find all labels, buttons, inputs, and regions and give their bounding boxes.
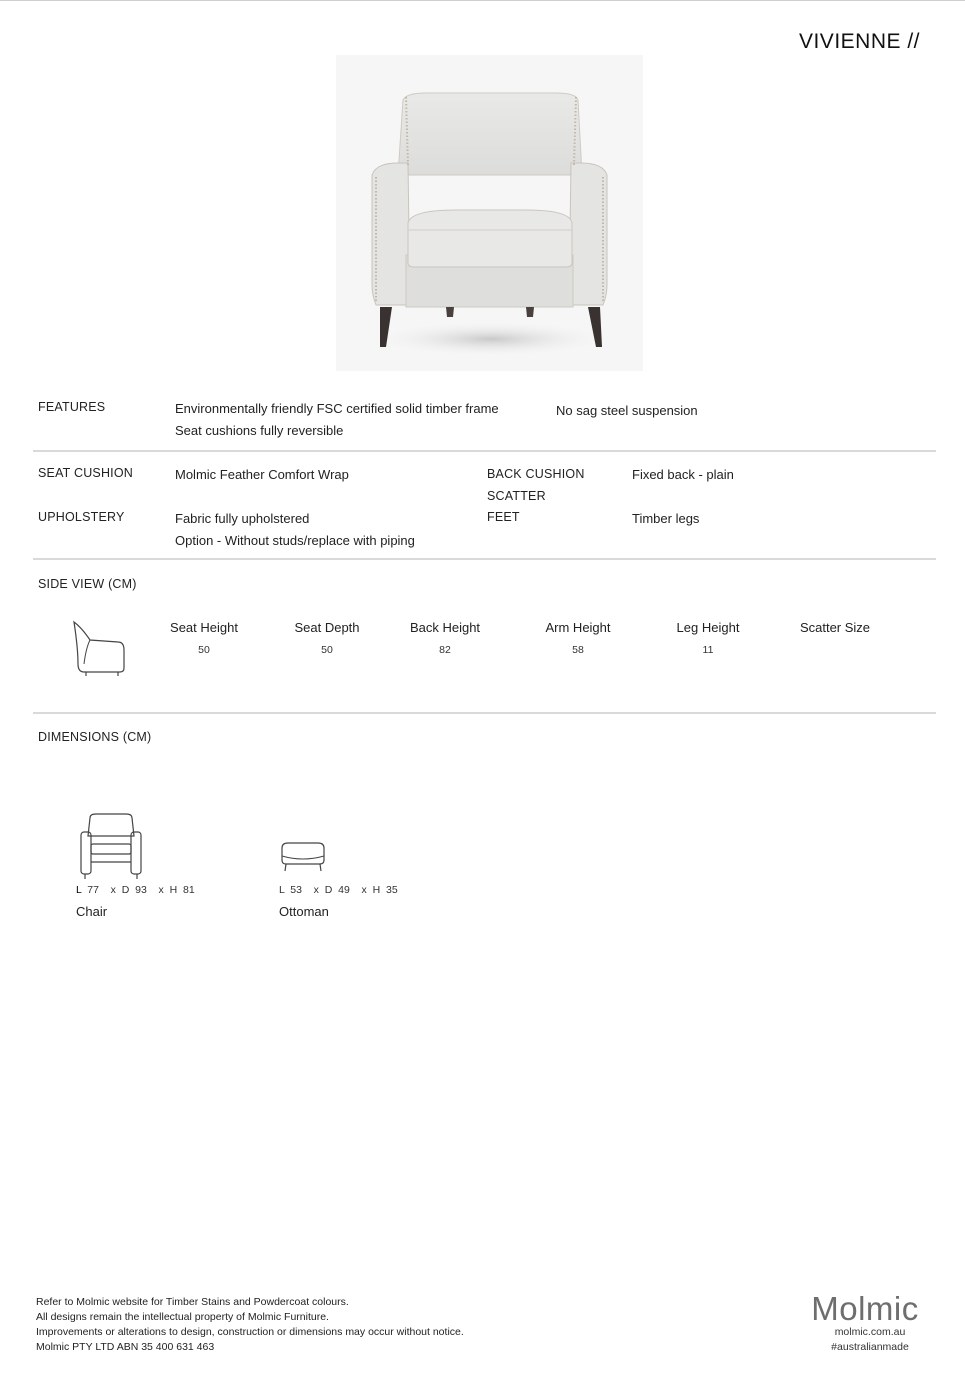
side-view-heading: Arm Height: [545, 620, 611, 635]
side-view-chair-icon: [70, 618, 130, 678]
footer-note: Refer to Molmic website for Timber Stains and Powdercoat colours.: [36, 1296, 349, 1308]
upholstery-value: Fabric fully upholstered: [175, 511, 310, 526]
seat-cushion-value: Molmic Feather Comfort Wrap: [175, 467, 349, 482]
side-view-heading: Leg Height: [676, 620, 740, 635]
ottoman-height: 35: [386, 884, 398, 896]
scatter-label: SCATTER: [487, 489, 546, 503]
ottoman-icon: [278, 840, 328, 874]
divider: [33, 558, 936, 560]
ottoman-dimensions: L 53 x D 49 x H 35: [279, 884, 398, 896]
features-label: FEATURES: [38, 400, 106, 414]
molmic-logo: Molmic: [811, 1290, 919, 1327]
chair-depth: 93: [135, 884, 147, 896]
side-view-heading: Scatter Size: [799, 620, 871, 635]
chair-front-icon: [78, 812, 144, 880]
feature-item: Seat cushions fully reversible: [175, 423, 344, 438]
side-view-value: 50: [198, 644, 210, 656]
feet-value: Timber legs: [632, 511, 700, 526]
dimensions-label: DIMENSIONS (CM): [38, 730, 152, 744]
feature-item: No sag steel suspension: [556, 403, 698, 418]
website-link[interactable]: molmic.com.au: [834, 1326, 906, 1338]
feature-item: Environmentally friendly FSC certified solid timber frame: [175, 401, 499, 416]
chair-name: Chair: [76, 904, 108, 919]
back-cushion-label: BACK CUSHION: [487, 467, 585, 481]
footer-note: All designs remain the intellectual property of Molmic Furniture.: [36, 1311, 329, 1323]
chair-length: 77: [87, 884, 99, 896]
product-title: VIVIENNE //: [798, 30, 920, 53]
upholstery-label: UPHOLSTERY: [38, 510, 125, 524]
armchair-image: [336, 55, 643, 371]
ottoman-depth: 49: [338, 884, 350, 896]
side-view-value: 11: [702, 644, 714, 656]
side-view-heading: Seat Depth: [294, 620, 360, 635]
chair-height: 81: [183, 884, 195, 896]
product-photo: [336, 55, 643, 371]
side-view-value: 58: [572, 644, 584, 656]
upholstery-option: Option - Without studs/replace with piping: [175, 533, 415, 548]
footer-note: Improvements or alterations to design, construction or dimensions may occur without notice.: [36, 1326, 464, 1338]
side-view-heading: Seat Height: [170, 620, 238, 635]
footer-note: Molmic PTY LTD ABN 35 400 631 463: [36, 1341, 215, 1353]
hashtag: #australianmade: [831, 1341, 909, 1353]
back-cushion-value: Fixed back - plain: [632, 467, 734, 482]
top-border: [0, 0, 965, 1]
ottoman-length: 53: [290, 884, 302, 896]
side-view-value: 82: [439, 644, 451, 656]
divider: [33, 712, 936, 714]
side-view-value: 50: [321, 644, 333, 656]
feet-label: FEET: [487, 510, 520, 524]
seat-cushion-label: SEAT CUSHION: [38, 466, 134, 480]
side-view-label: SIDE VIEW (CM): [38, 577, 137, 591]
ottoman-name: Ottoman: [279, 904, 329, 919]
side-view-heading: Back Height: [409, 620, 481, 635]
chair-dimensions: L 77 x D 93 x H 81: [76, 884, 195, 896]
divider: [33, 450, 936, 452]
